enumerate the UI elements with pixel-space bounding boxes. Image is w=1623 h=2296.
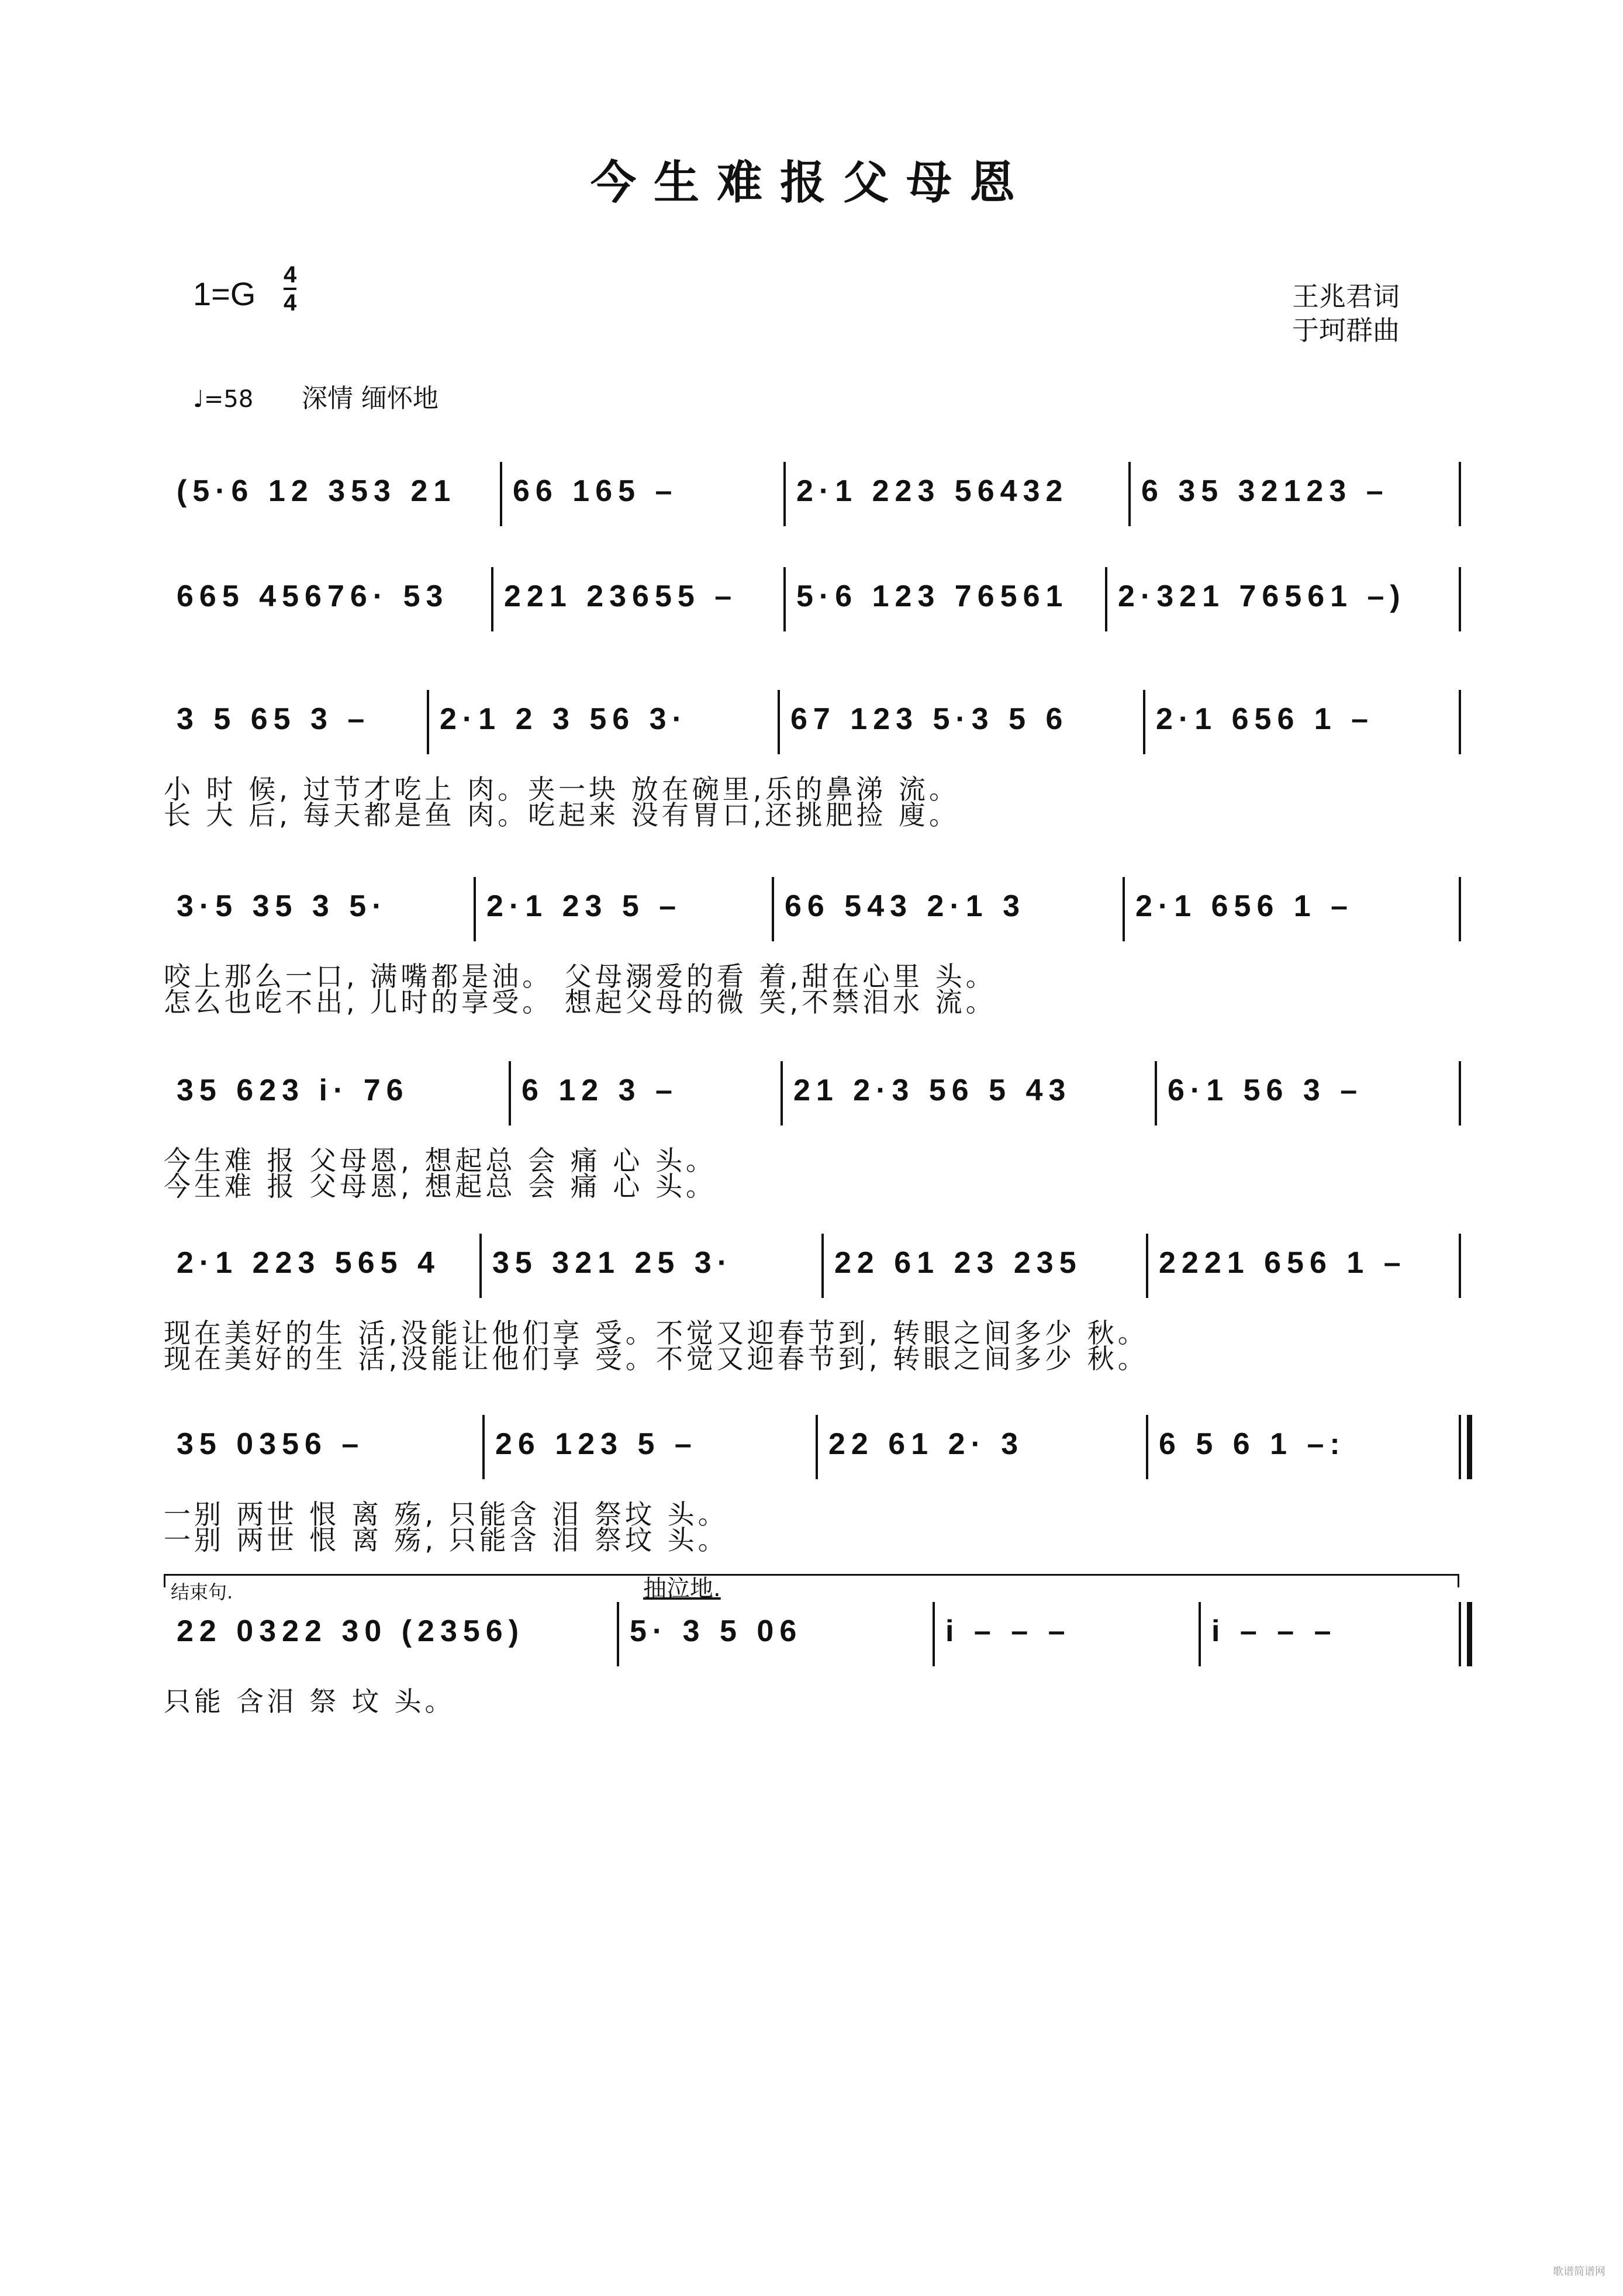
lyric-line: 今生难 报 父母恩, 想起总 会 痛 心 头。 [164,1145,716,1176]
time-signature-bottom: 4 [284,288,296,316]
lyric-line: 长 大 后, 每天都是鱼 肉。吃起来 没有胃口,还挑肥捡 廋。 [164,799,959,831]
ending-bracket [164,1574,1459,1587]
barline [1459,1061,1461,1125]
barline [1459,462,1461,526]
music-system [164,690,1473,829]
notes-row [164,1415,1473,1479]
music-system [164,462,1473,526]
measure: 22 0322 30 (2356) [177,1614,525,1648]
lyric-line: 一别 两世 恨 离 殇, 只能含 泪 祭坟 头。 [164,1499,728,1530]
barline [781,1061,783,1125]
measure: 5·6 123 76561 [796,579,1069,613]
music-system [164,1061,1473,1200]
barline [482,1415,485,1479]
lyric-line: 怎么也吃不出, 儿时的享受。 想起父母的微 笑,不禁泪水 流。 [164,986,996,1018]
music-system [164,1602,1473,1717]
barline [1459,1234,1461,1298]
measure: 2·1 223 565 4 [177,1246,440,1280]
music-system [164,1415,1473,1554]
measure: 35 623 i· 76 [177,1073,409,1107]
barline [1143,690,1145,754]
notes-row [164,877,1473,941]
lyric-line: 现在美好的生 活,没能让他们享 受。不觉又迎春节到, 转眼之间多少 秋。 [164,1317,1148,1349]
music-system [164,877,1473,1016]
notes-row [164,1602,1473,1666]
time-signature-top: 4 [284,262,297,288]
lyric-line: 只能 含泪 祭 坟 头。 [164,1686,455,1717]
barline [1123,877,1125,941]
barline [1459,567,1461,631]
tempo-mood: 深情 缅怀地 [302,384,438,413]
tempo-mark: ♩=58 [193,386,254,413]
notes-row [164,690,1473,754]
barline [1146,1415,1148,1479]
measure: 3·5 35 3 5· [177,889,388,923]
measure: i – – – [945,1614,1071,1648]
barline [474,877,476,941]
barline [933,1602,935,1666]
measure: 6 35 32123 – [1141,474,1389,508]
notes-row [164,1061,1473,1125]
barline [816,1415,818,1479]
tempo-marking [193,377,438,415]
time-signature [284,262,296,316]
measure: 2221 656 1 – [1159,1246,1407,1280]
measure: 2·1 656 1 – [1156,702,1375,736]
measure: 67 123 5·3 5 6 [790,702,1069,736]
expression-mark: 抽泣地. [643,1575,721,1602]
barline [1459,690,1461,754]
barline [783,462,786,526]
notes-row [164,1234,1473,1298]
measure: 21 2·3 56 5 43 [793,1073,1072,1107]
song-title: 今生难报父母恩 [590,156,1032,209]
measure: (5·6 12 353 21 [177,474,457,508]
key-signature: 1=G [193,275,256,312]
composer: 于珂群曲 [1292,315,1400,346]
barline [1459,1415,1461,1479]
barline [1199,1602,1201,1666]
measure: 2·1 23 5 – [486,889,682,923]
lyricist: 王兆君词 [1292,281,1400,312]
measure: 35 321 25 3· [492,1246,734,1280]
lyric-line: 现在美好的生 活,没能让他们享 受。不觉又迎春节到, 转眼之间多少 秋。 [164,1343,1148,1375]
measure: 35 0356 – [177,1427,365,1461]
barline [1155,1061,1157,1125]
lyric-line: 今生难 报 父母恩, 想起总 会 痛 心 头。 [164,1171,716,1202]
measure: 2·321 76561 –) [1118,579,1406,613]
credits [1292,279,1400,347]
barline [772,877,774,941]
barline [1128,462,1131,526]
measure: 3 5 65 3 – [177,702,371,736]
lyric-line: 一别 两世 恨 离 殇, 只能含 泪 祭坟 头。 [164,1524,728,1556]
measure: 6 12 3 – [522,1073,678,1107]
barline [491,567,493,631]
barline [500,462,502,526]
measure: 6 5 6 1 –: [1159,1427,1346,1461]
barline [783,567,786,631]
lyric-line: 咬上那么一口, 满嘴都是油。 父母溺爱的看 着,甜在心里 头。 [164,961,996,992]
watermark: 歌谱简谱网 [1553,2266,1605,2278]
barline [1146,1234,1148,1298]
barline [1105,567,1107,631]
notes-row [164,462,1473,526]
measure: 66 165 – [513,474,678,508]
barline [1459,877,1461,941]
measure: 26 123 5 – [495,1427,697,1461]
barline [1459,1602,1461,1666]
measure: 2·1 2 3 56 3· [440,702,688,736]
measure: 221 23655 – [504,579,738,613]
measure: 2·1 223 56432 [796,474,1069,508]
measure: 2·1 656 1 – [1135,889,1354,923]
measure: 5· 3 5 06 [630,1614,803,1648]
barline [617,1602,619,1666]
music-system [164,1234,1473,1373]
barline [778,690,780,754]
measure: 22 61 2· 3 [828,1427,1024,1461]
ending-label: 结束句. [171,1581,233,1603]
measure: 6·1 56 3 – [1168,1073,1363,1107]
music-system [164,567,1473,631]
measure: 66 543 2·1 3 [785,889,1026,923]
barline [509,1061,511,1125]
barline [427,690,429,754]
barline [479,1234,482,1298]
measure: 22 61 23 235 [834,1246,1082,1280]
barline [821,1234,824,1298]
notes-row [164,567,1473,631]
measure: i – – – [1211,1614,1337,1648]
lyric-line: 小 时 候, 过节才吃上 肉。夹一块 放在碗里,乐的鼻涕 流。 [164,774,959,805]
measure: 665 45676· 53 [177,579,449,613]
